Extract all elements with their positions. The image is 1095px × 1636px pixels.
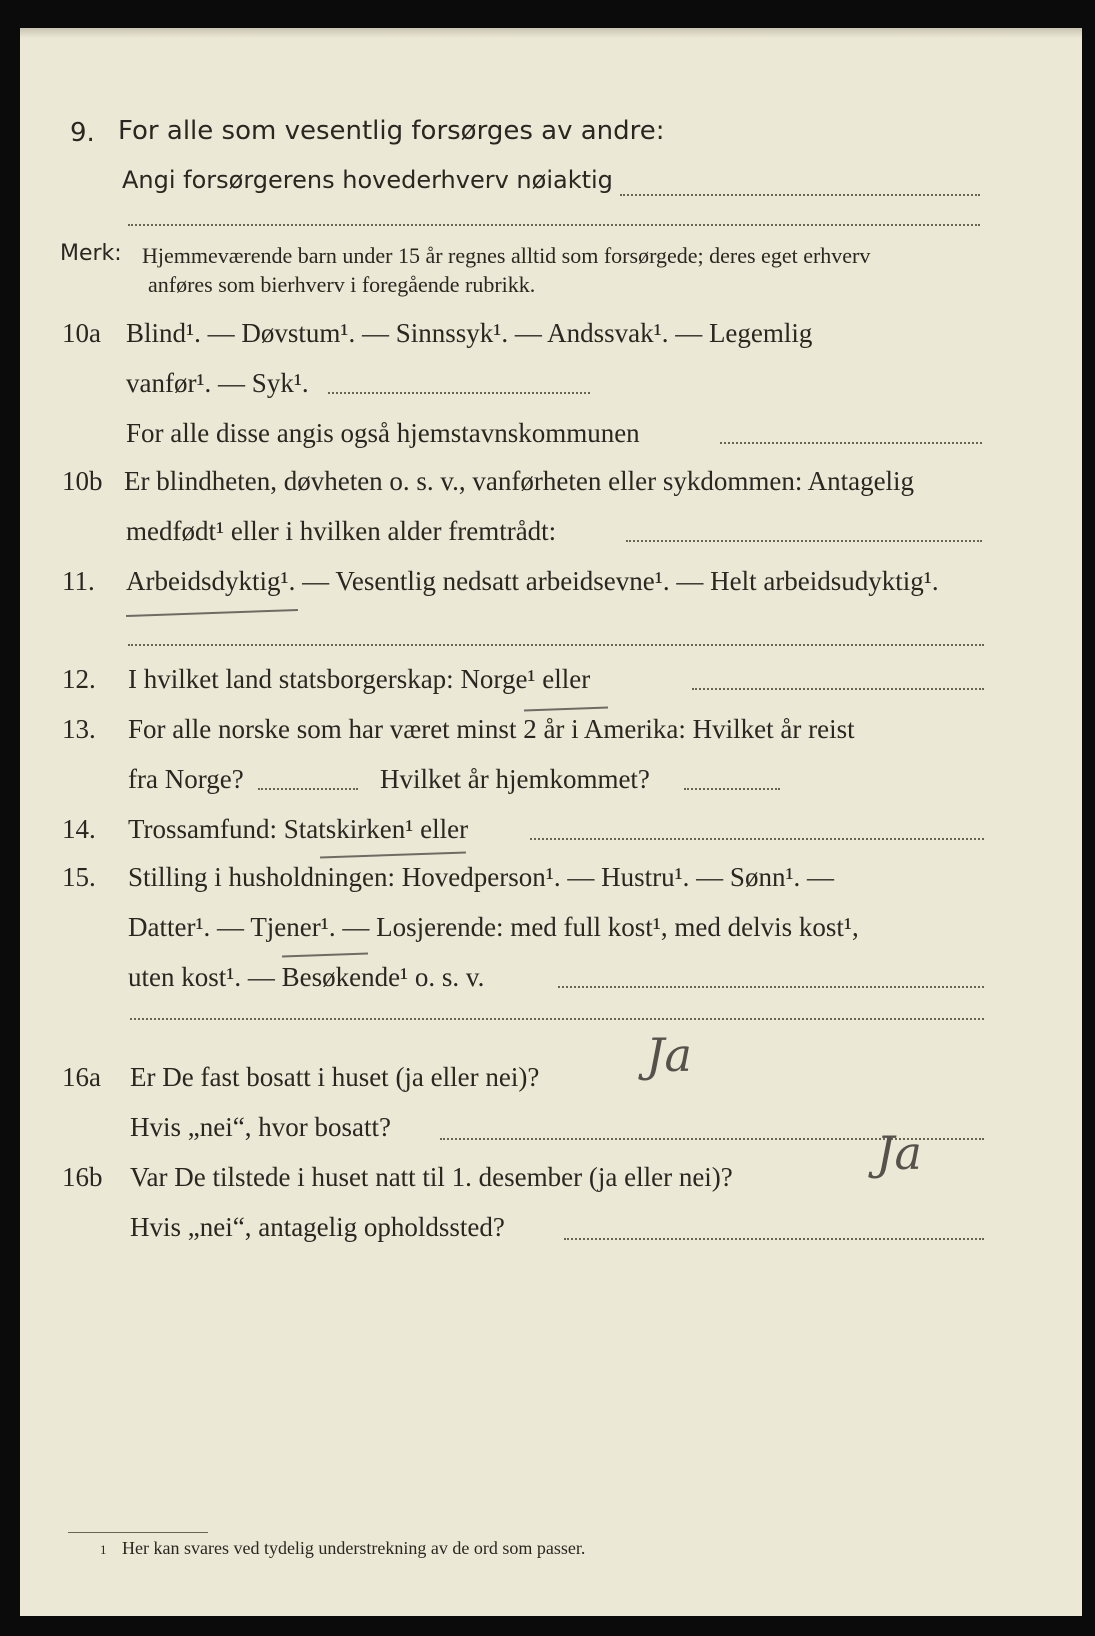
q10b-line-2: medfødt¹ eller i hvilken alder fremtrådt: <box>126 516 557 546</box>
q11-underline-mark <box>126 609 298 617</box>
q16b-line-2: Hvis „nei“, antagelig opholdssted? <box>130 1212 505 1242</box>
merk-line-1: Hjemmeværende barn under 15 år regnes alltid som forsørgede; deres eget erhverv <box>142 243 871 268</box>
q10b-answer-line[interactable] <box>626 540 982 542</box>
q10a-line-3: For alle disse angis også hjemstavnskommunen <box>126 418 640 448</box>
q13-reist-line[interactable] <box>258 788 358 790</box>
q16a-line-2: Hvis „nei“, hvor bosatt? <box>130 1112 391 1142</box>
census-form-page <box>20 28 1082 1616</box>
q9-number: 9. <box>70 118 95 148</box>
page-top-edge <box>20 28 1082 38</box>
q16b-answer-line[interactable] <box>564 1238 984 1240</box>
q13-line-2b: Hvilket år hjemkommet? <box>380 764 650 794</box>
footnote-mark: 1 <box>100 1542 107 1557</box>
q13-line-1: For alle norske som har været minst 2 år i Amerika: Hvilket år reist <box>128 714 855 744</box>
q14-line-1: Trossamfund: Statskirken¹ eller <box>128 814 469 844</box>
q9-title: For alle som vesentlig forsørges av andre: <box>118 116 665 146</box>
q10b-line-1: Er blindheten, døvheten o. s. v., vanførheten eller sykdommen: Antagelig <box>124 466 915 496</box>
q10a-number: 10a <box>62 318 101 348</box>
footnote-rule <box>68 1532 208 1533</box>
q15-underline-mark <box>282 952 368 957</box>
q11-line-1: Arbeidsdyktig¹. — Vesentlig nedsatt arbeidsevne¹. — Helt arbeidsudyktig¹. <box>126 566 939 596</box>
merk-line-2: anføres som bierhverv i foregående rubrikk. <box>148 272 536 297</box>
q13-line-2a: fra Norge? <box>128 764 244 794</box>
q15-answer-line[interactable] <box>558 986 984 988</box>
q12-underline-mark <box>524 707 608 712</box>
q12-number: 12. <box>62 664 96 694</box>
q11-number: 11. <box>62 566 95 596</box>
q12-line-1: I hvilket land statsborgerskap: Norge¹ eller <box>128 664 591 694</box>
q16b-line-1: Var De tilstede i huset natt til 1. desember (ja eller nei)? <box>130 1162 733 1192</box>
merk-label: Merk: <box>60 241 122 266</box>
footnote-text: Her kan svares ved tydelig understrekning av de ord som passer. <box>122 1538 586 1558</box>
q15-line-3: uten kost¹. — Besøkende¹ o. s. v. <box>128 962 485 992</box>
q16a-number: 16a <box>62 1062 101 1092</box>
q15-line-2: Datter¹. — Tjener¹. — Losjerende: med full kost¹, med delvis kost¹, <box>128 912 859 942</box>
q14-underline-mark <box>320 851 466 858</box>
q10a-line-2: vanfør¹. — Syk¹. <box>126 368 309 398</box>
q13-hjemkommet-line[interactable] <box>684 788 780 790</box>
q11-answer-line[interactable] <box>128 644 984 646</box>
q15-number: 15. <box>62 862 96 892</box>
q16b-number: 16b <box>62 1162 103 1192</box>
q9-answer-line-2[interactable] <box>128 224 980 226</box>
q14-number: 14. <box>62 814 96 844</box>
q16b-handwritten-answer: Ja <box>876 1126 922 1180</box>
q9-answer-line[interactable] <box>620 194 980 196</box>
q16a-handwritten-answer: Ja <box>646 1028 692 1082</box>
q16a-line-1: Er De fast bosatt i huset (ja eller nei)? <box>130 1062 540 1092</box>
q10a-line-1: Blind¹. — Døvstum¹. — Sinnssyk¹. — Andssvak¹. — Legemlig <box>126 318 813 348</box>
q9-subtitle: Angi forsørgerens hovederhverv nøiaktig <box>122 166 613 194</box>
q10b-number: 10b <box>62 466 103 496</box>
q14-answer-line[interactable] <box>530 838 984 840</box>
q10a-syk-line[interactable] <box>328 392 590 394</box>
q15-line-1: Stilling i husholdningen: Hovedperson¹. — Hustru¹. — Sønn¹. — <box>128 862 835 892</box>
q10a-kommune-line[interactable] <box>720 442 982 444</box>
q12-answer-line[interactable] <box>692 688 984 690</box>
q13-number: 13. <box>62 714 96 744</box>
q15-answer-line-2[interactable] <box>130 1018 984 1020</box>
